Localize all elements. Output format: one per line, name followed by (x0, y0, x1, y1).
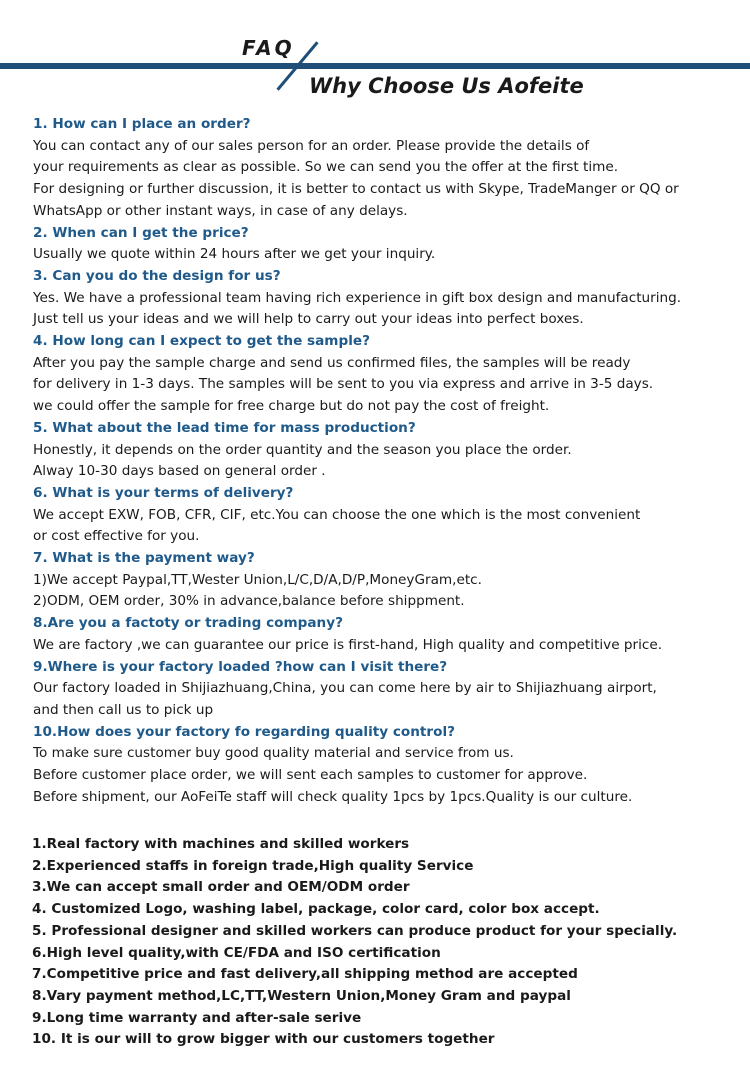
faq-question: 7. What is the payment way? (33, 550, 255, 567)
reason-item: 8.Vary payment method,LC,TT,Western Union,Money Gram and paypal (32, 987, 571, 1004)
reason-item: 2.Experienced staffs in foreign trade,High quality Service (32, 857, 474, 874)
faq-item (33, 331, 733, 418)
why-choose-us-list (32, 834, 732, 1051)
faq-answer-line: Honestly, it depends on the order quantity and the season you place the order. (33, 441, 572, 458)
faq-question: 1. How can I place an order? (33, 116, 251, 132)
faq-question: 6. What is your terms of delivery? (33, 484, 294, 501)
faq-answer-line: 2)ODM, OEM order, 30% in advance,balance before shippment. (33, 593, 465, 610)
reason-item: 1.Real factory with machines and skilled workers (32, 836, 410, 852)
faq-answer-line: WhatsApp or other instant ways, in case of any delays. (33, 202, 408, 219)
faq-answer-line: Before customer place order, we will sent each samples to customer for approve. (33, 767, 588, 784)
reason-item: 10. It is our will to grow bigger with our customers together (32, 1031, 495, 1048)
page-header (0, 0, 750, 110)
faq-item (33, 613, 733, 656)
faq-label: FAQ (242, 36, 295, 60)
reason-item: 6.High level quality,with CE/FDA and ISO certification (32, 944, 441, 961)
reason-item: 5. Professional designer and skilled workers can produce product for your specially. (32, 922, 678, 939)
faq-answer-line: Usually we quote within 24 hours after we get your inquiry. (33, 246, 436, 263)
faq-item (33, 418, 733, 483)
faq-item (33, 657, 733, 722)
faq-answer-line: Before shipment, our AoFeiTe staff will check quality 1pcs by 1pcs.Quality is our culture. (33, 788, 633, 805)
faq-answer-line: Alway 10-30 days based on general order . (33, 463, 326, 480)
reason-item: 7.Competitive price and fast delivery,all shipping method are accepted (32, 966, 578, 983)
faq-answer-line: 1)We accept Paypal,TT,Wester Union,L/C,D/A,D/P,MoneyGram,etc. (33, 571, 482, 588)
faq-item (33, 722, 733, 809)
faq-answer-line: and then call us to pick up (33, 701, 214, 718)
faq-answer-line: or cost effective for you. (33, 528, 200, 545)
reason-item: 4. Customized Logo, washing label, package, color card, color box accept. (32, 901, 600, 918)
faq-question: 9.Where is your factory loaded ?how can I visit there? (33, 658, 448, 675)
faq-answer-line: We are factory ,we can guarantee our price is first-hand, High quality and competitive price. (33, 636, 663, 653)
reason-item: 3.We can accept small order and OEM/ODM order (32, 879, 410, 896)
faq-item (33, 548, 733, 613)
faq-question: 8.Are you a factoty or trading company? (33, 615, 343, 632)
faq-answer-line: To make sure customer buy good quality material and service from us. (33, 745, 514, 762)
page-title: Why Choose Us Aofeite (309, 74, 584, 98)
reason-item: 9.Long time warranty and after-sale serive (32, 1009, 362, 1026)
faq-question: 3. Can you do the design for us? (33, 267, 281, 284)
faq-question: 5. What about the lead time for mass production? (33, 419, 416, 436)
faq-answer-line: we could offer the sample for free charge but do not pay the cost of freight. (33, 398, 550, 415)
header-divider-bar (0, 63, 750, 69)
faq-question: 10.How does your factory fo regarding quality control? (33, 723, 455, 740)
faq-item (33, 266, 733, 331)
faq-item (33, 223, 733, 266)
faq-item (33, 483, 733, 548)
faq-answer-line: Our factory loaded in Shijiazhuang,China, you can come here by air to Shijiazhuang airport, (33, 680, 657, 697)
faq-answer-line: your requirements as clear as possible. So we can send you the offer at the first time. (33, 159, 619, 176)
faq-item (33, 114, 733, 223)
faq-answer-line: We accept EXW, FOB, CFR, CIF, etc.You can choose the one which is the most convenient (33, 506, 641, 523)
faq-answer-line: Just tell us your ideas and we will help to carry out your ideas into perfect boxes. (33, 311, 584, 328)
faq-answer-line: Yes. We have a professional team having rich experience in gift box design and manufacturing. (33, 289, 682, 306)
faq-question: 2. When can I get the price? (33, 224, 249, 241)
faq-question: 4. How long can I expect to get the sample? (33, 333, 370, 350)
faq-section (33, 114, 733, 809)
faq-answer-line: for delivery in 1-3 days. The samples will be sent to you via express and arrive in 3-5 days. (33, 376, 654, 393)
faq-answer-line: You can contact any of our sales person for an order. Please provide the details of (33, 137, 590, 154)
faq-answer-line: After you pay the sample charge and send us confirmed files, the samples will be ready (33, 354, 631, 371)
faq-answer-line: For designing or further discussion, it is better to contact us with Skype, TradeManger or QQ or (33, 181, 679, 198)
